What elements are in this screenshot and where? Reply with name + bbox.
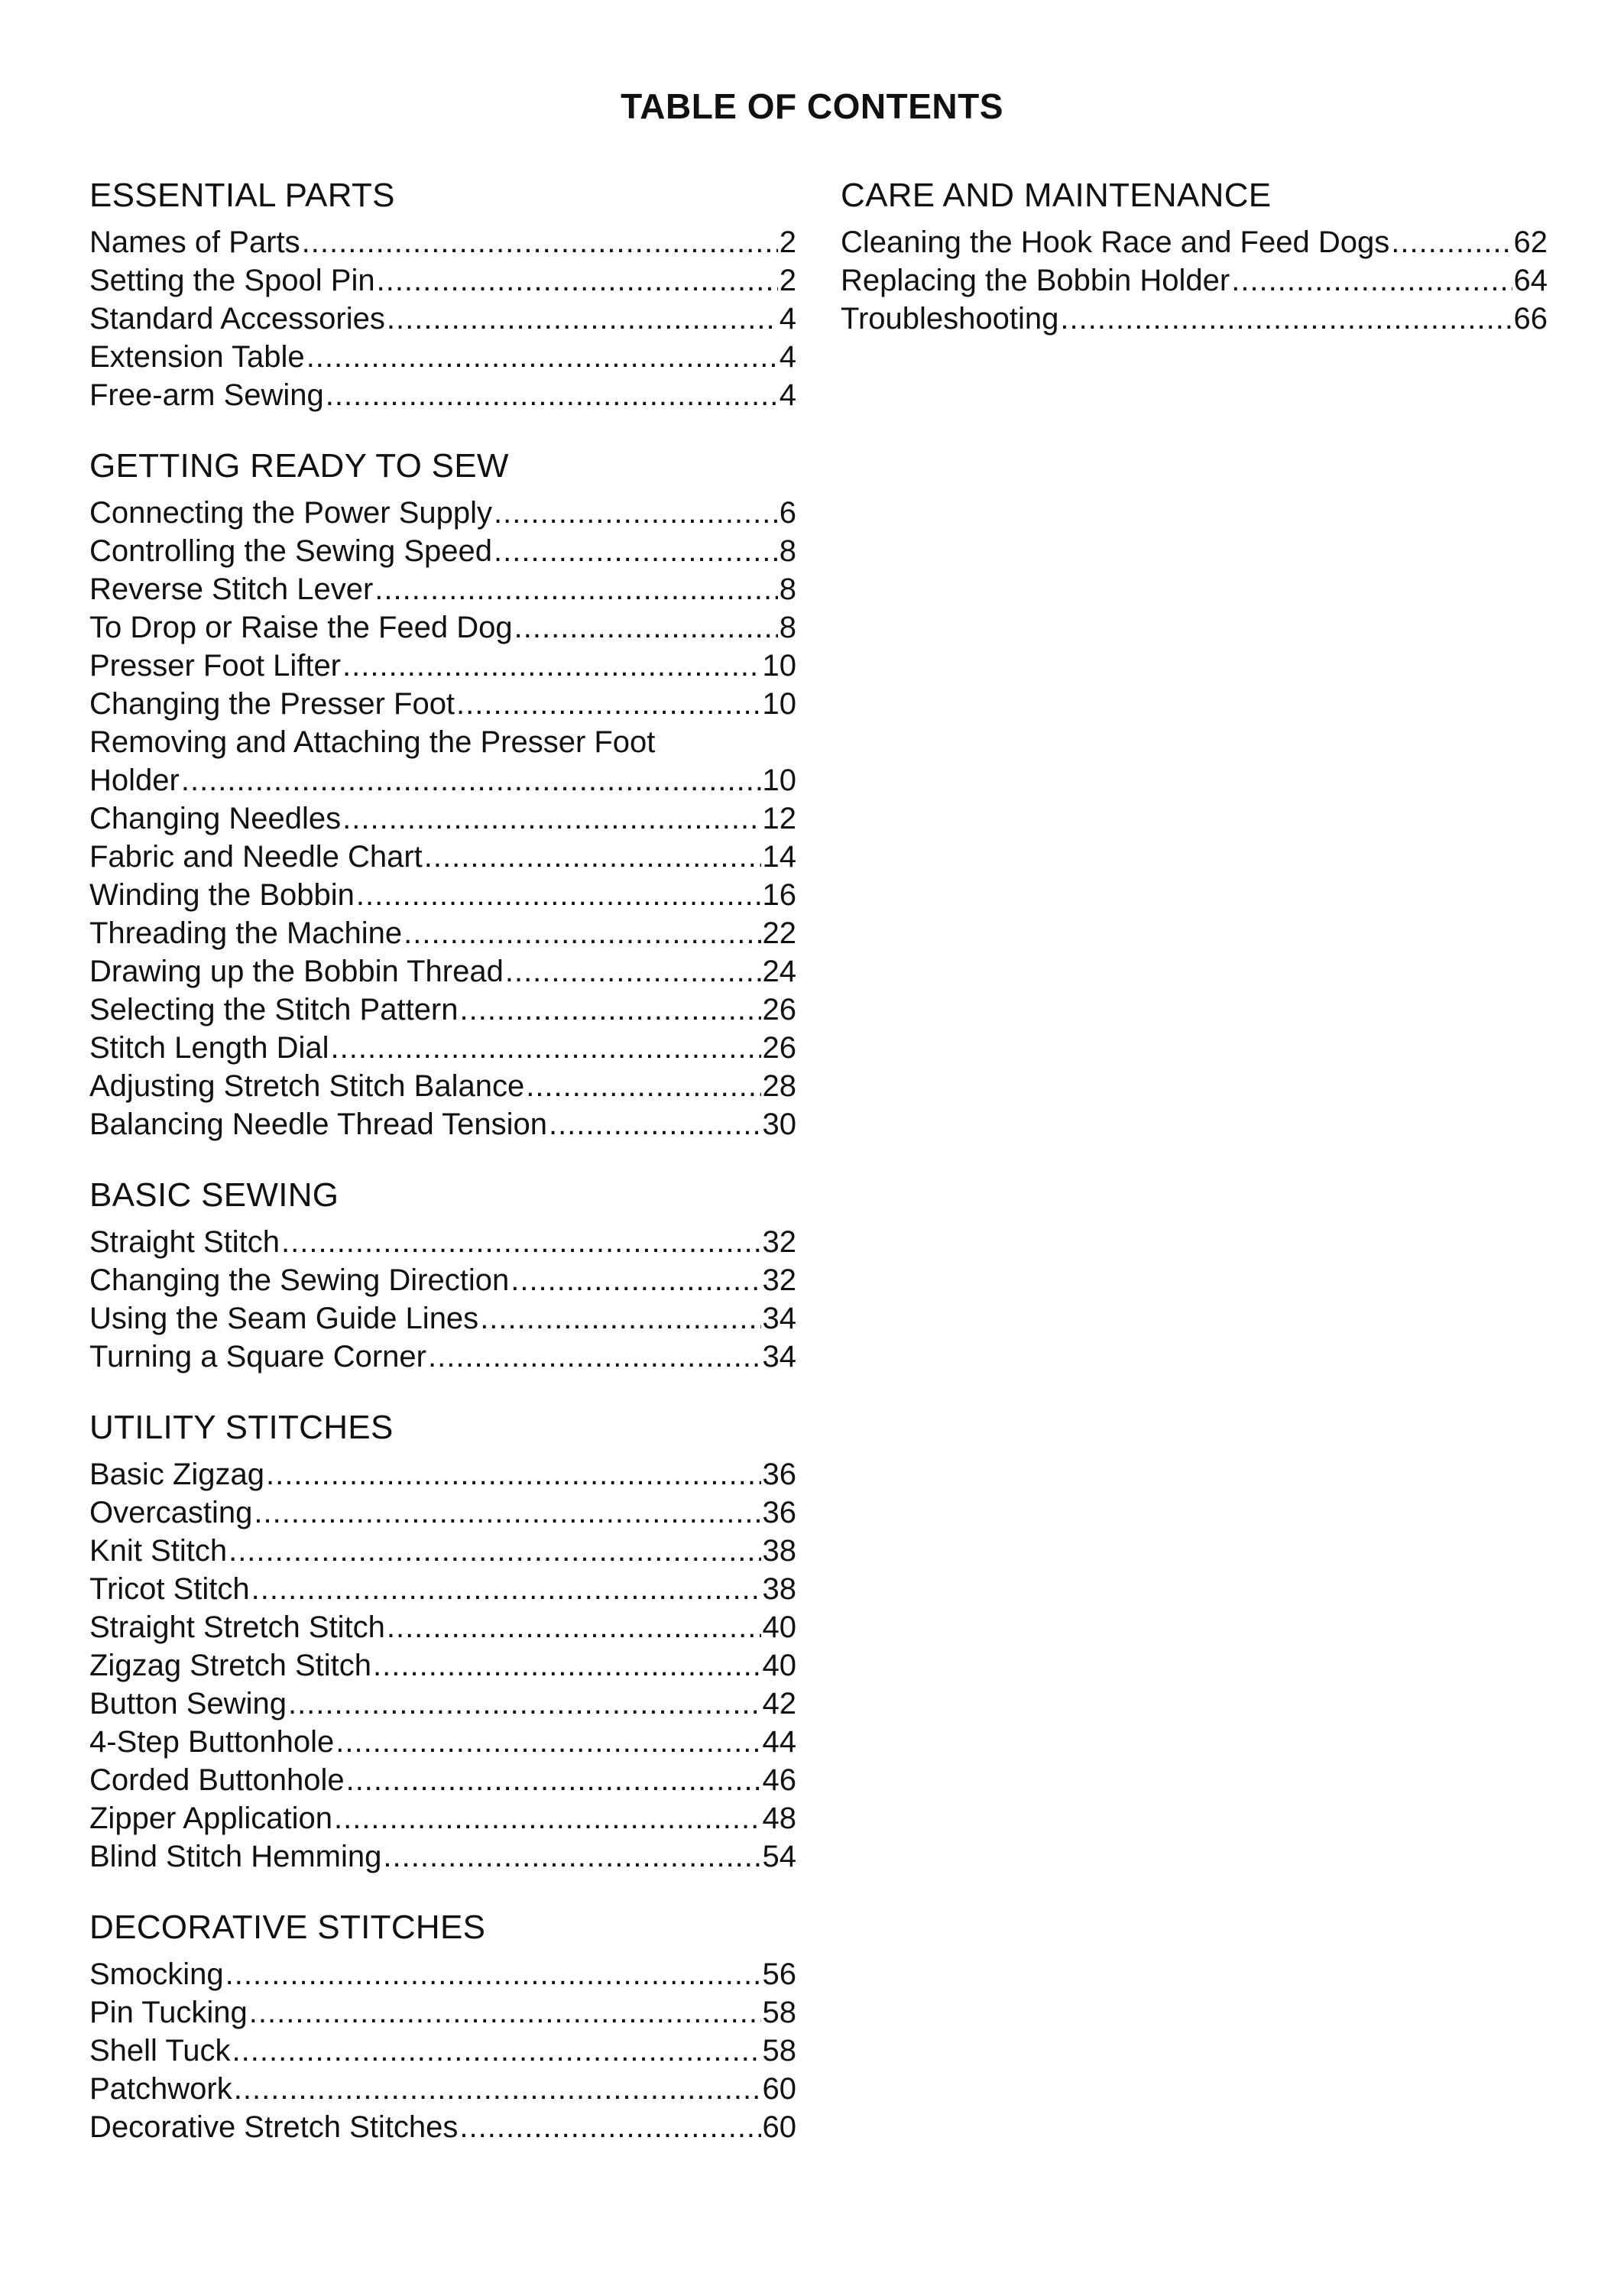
entry-page-number: 30 xyxy=(762,1108,796,1141)
toc-left-column xyxy=(89,174,796,2177)
dot-leader xyxy=(331,1029,761,1067)
dot-leader xyxy=(302,223,778,261)
entry-label: Basic Zigzag xyxy=(89,1458,264,1491)
entry-label: Decorative Stretch Stitches xyxy=(89,2110,459,2144)
entry-page-number: 44 xyxy=(762,1725,796,1759)
entry-page-number: 14 xyxy=(762,840,796,874)
section-heading: CARE AND MAINTENANCE xyxy=(841,177,1272,214)
entry-label: Adjusting Stretch Stitch Balance xyxy=(89,1069,525,1103)
toc-section-getting-ready-to-sew xyxy=(89,445,796,1143)
entry-page-number: 12 xyxy=(762,802,796,835)
entry-label: Troubleshooting xyxy=(841,302,1059,336)
entry-label: Straight Stretch Stitch xyxy=(89,1610,385,1644)
toc-entry[interactable] xyxy=(89,685,796,723)
dot-leader xyxy=(342,647,760,685)
toc-section-basic-sewing xyxy=(89,1174,796,1376)
entry-label: To Drop or Raise the Feed Dog xyxy=(89,611,513,644)
entry-page-number: 28 xyxy=(762,1069,796,1103)
toc-entry[interactable] xyxy=(89,914,796,952)
entry-label: Names of Parts xyxy=(89,225,300,259)
dot-leader xyxy=(377,261,778,300)
entry-page-number: 34 xyxy=(762,1302,796,1335)
entry-page-number: 26 xyxy=(762,993,796,1026)
toc-entry[interactable] xyxy=(89,1608,796,1646)
toc-entry[interactable] xyxy=(89,1261,796,1299)
toc-entry[interactable] xyxy=(89,723,796,799)
entry-page-number: 2 xyxy=(779,264,796,297)
entry-page-number: 60 xyxy=(762,2110,796,2144)
entry-page-number: 24 xyxy=(762,955,796,988)
entry-page-number: 10 xyxy=(762,687,796,721)
entry-page-number: 64 xyxy=(1513,264,1548,297)
entry-page-number: 22 xyxy=(762,916,796,950)
dot-leader xyxy=(288,1685,761,1723)
toc-entry[interactable] xyxy=(89,952,796,991)
toc-entry[interactable] xyxy=(89,376,796,414)
section-heading: ESSENTIAL PARTS xyxy=(89,177,395,214)
toc-entry[interactable] xyxy=(89,1723,796,1761)
entry-label-continued: Holder xyxy=(89,764,180,797)
section-heading: DECORATIVE STITCHES xyxy=(89,1909,486,1946)
entry-label: Threading the Machine xyxy=(89,916,403,950)
entry-label: Pin Tucking xyxy=(89,1996,248,2029)
toc-entry[interactable] xyxy=(89,647,796,685)
entry-label: Setting the Spool Pin xyxy=(89,264,375,297)
entry-page-number: 32 xyxy=(762,1225,796,1259)
entry-label: Turning a Square Corner xyxy=(89,1340,426,1374)
toc-entry[interactable] xyxy=(89,1532,796,1570)
toc-entry[interactable] xyxy=(89,1067,796,1105)
toc-entry[interactable] xyxy=(89,532,796,570)
entry-page-number: 54 xyxy=(762,1840,796,1873)
dot-leader xyxy=(514,608,778,647)
entry-label: Fabric and Needle Chart xyxy=(89,840,423,874)
entry-label: Patchwork xyxy=(89,2072,232,2106)
entry-label: Changing the Presser Foot xyxy=(89,687,455,721)
entry-page-number: 16 xyxy=(762,878,796,912)
toc-entry[interactable] xyxy=(89,1646,796,1685)
dot-leader xyxy=(326,376,778,414)
dot-leader xyxy=(234,2070,761,2108)
toc-entry[interactable] xyxy=(89,2108,796,2146)
toc-entry[interactable] xyxy=(89,570,796,608)
toc-entry[interactable] xyxy=(89,2032,796,2070)
toc-section-utility-stitches xyxy=(89,1406,796,1876)
entry-label: Changing Needles xyxy=(89,802,342,835)
dot-leader xyxy=(266,1455,761,1494)
dot-leader xyxy=(505,952,761,991)
entry-label: Drawing up the Bobbin Thread xyxy=(89,955,504,988)
entry-label: Balancing Needle Thread Tension xyxy=(89,1108,547,1141)
entry-page-number: 38 xyxy=(762,1572,796,1606)
entry-page-number: 8 xyxy=(779,572,796,606)
dot-leader xyxy=(281,1223,760,1261)
toc-entry[interactable] xyxy=(89,1299,796,1338)
dot-leader xyxy=(549,1105,761,1143)
entry-label: Tricot Stitch xyxy=(89,1572,250,1606)
entry-label: Extension Table xyxy=(89,340,305,374)
toc-entry[interactable] xyxy=(89,1685,796,1723)
entry-page-number: 36 xyxy=(762,1496,796,1529)
toc-section-care-and-maintenance xyxy=(841,174,1548,338)
dot-leader xyxy=(494,494,778,532)
toc-entry[interactable] xyxy=(89,494,796,532)
toc-entry[interactable] xyxy=(89,300,796,338)
entry-page-number: 46 xyxy=(762,1763,796,1797)
dot-leader xyxy=(404,914,760,952)
dot-leader xyxy=(374,570,777,608)
entry-label: Connecting the Power Supply xyxy=(89,496,492,530)
entry-label: Controlling the Sewing Speed xyxy=(89,534,493,568)
entry-page-number: 58 xyxy=(762,2034,796,2068)
toc-entry[interactable] xyxy=(841,261,1548,300)
toc-entry[interactable] xyxy=(89,1570,796,1608)
dot-leader xyxy=(225,1955,761,1993)
dot-leader xyxy=(1231,261,1512,300)
entry-label: Corded Buttonhole xyxy=(89,1763,345,1797)
entry-page-number: 6 xyxy=(779,496,796,530)
section-heading: BASIC SEWING xyxy=(89,1176,339,1214)
toc-section-decorative-stitches xyxy=(89,1906,796,2146)
entry-label: Smocking xyxy=(89,1957,224,1991)
entry-page-number: 4 xyxy=(779,340,796,374)
toc-entry[interactable] xyxy=(89,838,796,876)
section-heading: UTILITY STITCHES xyxy=(89,1409,394,1446)
toc-entry[interactable] xyxy=(89,1761,796,1799)
entry-label: Free-arm Sewing xyxy=(89,378,324,412)
toc-entry[interactable] xyxy=(89,1837,796,1876)
dot-leader xyxy=(334,1799,761,1837)
dot-leader xyxy=(1391,223,1512,261)
entry-page-number: 42 xyxy=(762,1687,796,1721)
entry-page-number: 4 xyxy=(779,302,796,336)
toc-entry[interactable] xyxy=(89,1029,796,1067)
dot-leader xyxy=(346,1761,761,1799)
toc-entry[interactable] xyxy=(89,1223,796,1261)
entry-page-number: 66 xyxy=(1513,302,1548,336)
toc-entry[interactable] xyxy=(89,608,796,647)
entry-label: Reverse Stitch Lever xyxy=(89,572,374,606)
toc-entry[interactable] xyxy=(89,876,796,914)
entry-page-number: 10 xyxy=(762,764,796,797)
dot-leader xyxy=(342,799,760,838)
dot-leader xyxy=(249,1993,761,2032)
entry-page-number: 36 xyxy=(762,1458,796,1491)
entry-label: Blind Stitch Hemming xyxy=(89,1840,382,1873)
dot-leader xyxy=(383,1837,760,1876)
dot-leader xyxy=(526,1067,760,1105)
dot-leader xyxy=(251,1570,761,1608)
entry-label: Changing the Sewing Direction xyxy=(89,1263,510,1297)
toc-entry[interactable] xyxy=(841,300,1548,338)
toc-entry[interactable] xyxy=(89,223,796,261)
dot-leader xyxy=(456,685,760,723)
entry-page-number: 48 xyxy=(762,1802,796,1835)
entry-label: 4-Step Buttonhole xyxy=(89,1725,335,1759)
entry-page-number: 38 xyxy=(762,1534,796,1568)
entry-label: Selecting the Stitch Pattern xyxy=(89,993,459,1026)
dot-leader xyxy=(373,1646,760,1685)
toc-entry[interactable] xyxy=(89,1455,796,1494)
entry-page-number: 8 xyxy=(779,534,796,568)
dot-leader xyxy=(232,2032,761,2070)
entry-page-number: 26 xyxy=(762,1031,796,1065)
toc-entry[interactable] xyxy=(89,799,796,838)
entry-page-number: 40 xyxy=(762,1649,796,1682)
toc-entry[interactable] xyxy=(89,1338,796,1376)
entry-label: Winding the Bobbin xyxy=(89,878,355,912)
entry-page-number: 32 xyxy=(762,1263,796,1297)
entry-label: Replacing the Bobbin Holder xyxy=(841,264,1230,297)
dot-leader xyxy=(254,1494,760,1532)
entry-label: Using the Seam Guide Lines xyxy=(89,1302,479,1335)
entry-label: Removing and Attaching the Presser Foot xyxy=(89,725,656,759)
dot-leader xyxy=(511,1261,760,1299)
toc-entry[interactable] xyxy=(89,338,796,376)
toc-entry[interactable] xyxy=(89,991,796,1029)
dot-leader xyxy=(424,838,761,876)
dot-leader xyxy=(480,1299,760,1338)
dot-leader xyxy=(356,876,761,914)
dot-leader xyxy=(306,338,778,376)
entry-page-number: 10 xyxy=(762,649,796,683)
page-title: TABLE OF CONTENTS xyxy=(621,86,1003,126)
entry-page-number: 62 xyxy=(1513,225,1548,259)
toc-entry[interactable] xyxy=(89,1993,796,2032)
toc-entry[interactable] xyxy=(89,1799,796,1837)
dot-leader xyxy=(387,1608,761,1646)
entry-label: Presser Foot Lifter xyxy=(89,649,342,683)
entry-page-number: 40 xyxy=(762,1610,796,1644)
toc-entry[interactable] xyxy=(89,1955,796,1993)
entry-page-number: 58 xyxy=(762,1996,796,2029)
dot-leader xyxy=(428,1338,761,1376)
dot-leader xyxy=(387,300,778,338)
dot-leader xyxy=(460,991,761,1029)
toc-entry[interactable] xyxy=(841,223,1548,261)
entry-label: Zipper Application xyxy=(89,1802,332,1835)
entry-label: Straight Stitch xyxy=(89,1225,280,1259)
toc-section-essential-parts xyxy=(89,174,796,414)
entry-label: Overcasting xyxy=(89,1496,253,1529)
dot-leader xyxy=(181,761,761,799)
entry-page-number: 4 xyxy=(779,378,796,412)
entry-label: Knit Stitch xyxy=(89,1534,228,1568)
toc-entry[interactable] xyxy=(89,2070,796,2108)
section-heading: GETTING READY TO SEW xyxy=(89,447,509,485)
dot-leader xyxy=(459,2108,760,2146)
entry-label: Button Sewing xyxy=(89,1687,287,1721)
entry-label: Shell Tuck xyxy=(89,2034,231,2068)
entry-page-number: 56 xyxy=(762,1957,796,1991)
entry-page-number: 60 xyxy=(762,2072,796,2106)
entry-page-number: 2 xyxy=(779,225,796,259)
entry-label: Zigzag Stretch Stitch xyxy=(89,1649,372,1682)
toc-entry[interactable] xyxy=(89,1105,796,1143)
entry-label: Stitch Length Dial xyxy=(89,1031,329,1065)
entry-page-number: 34 xyxy=(762,1340,796,1374)
dot-leader xyxy=(494,532,778,570)
entry-label: Cleaning the Hook Race and Feed Dogs xyxy=(841,225,1390,259)
dot-leader xyxy=(1060,300,1512,338)
toc-entry[interactable] xyxy=(89,261,796,300)
dot-leader xyxy=(229,1532,760,1570)
toc-entry[interactable] xyxy=(89,1494,796,1532)
dot-leader xyxy=(335,1723,760,1761)
entry-page-number: 8 xyxy=(779,611,796,644)
entry-label: Standard Accessories xyxy=(89,302,385,336)
toc-right-column xyxy=(841,174,1548,368)
